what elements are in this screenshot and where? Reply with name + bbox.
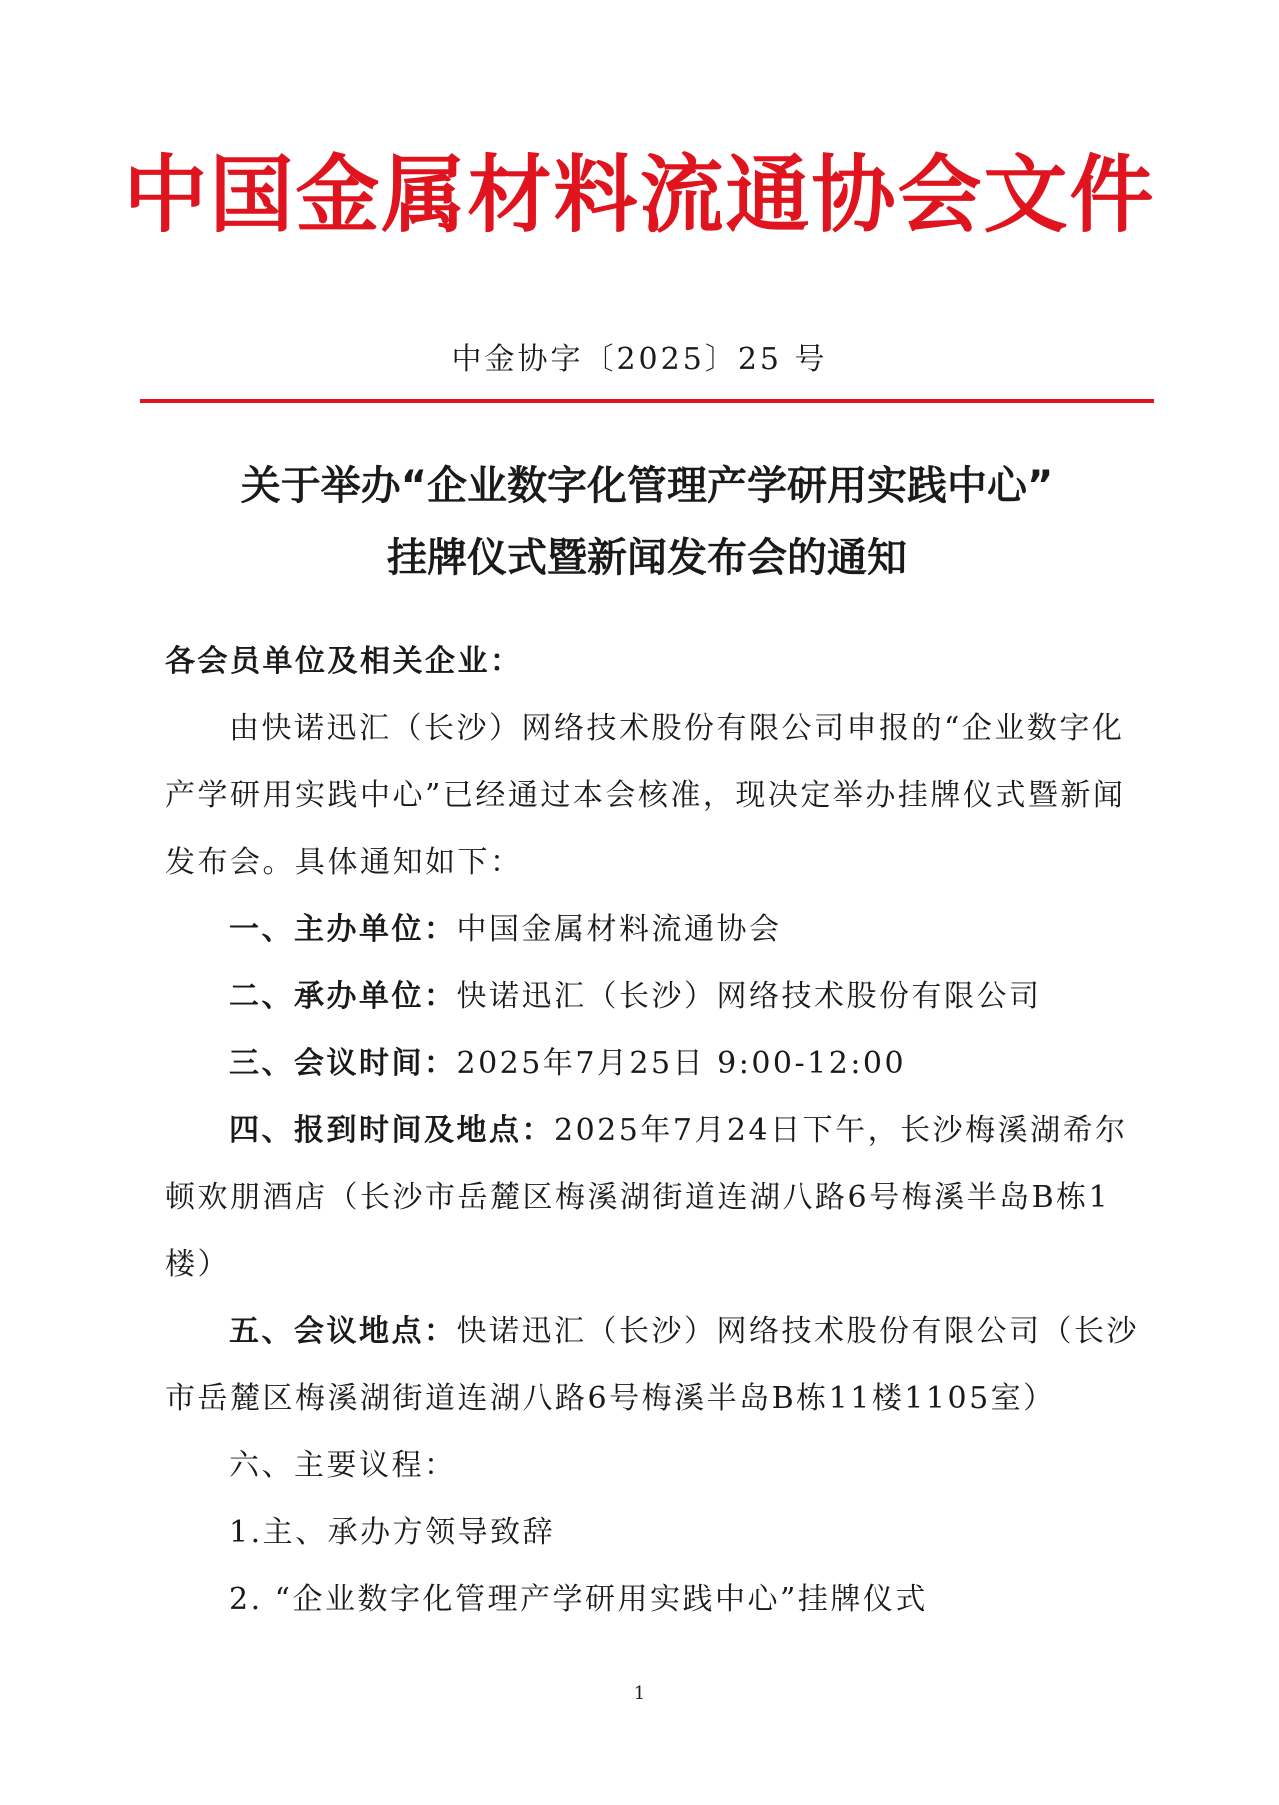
- red-divider: [140, 399, 1154, 403]
- item-label: 四、报到时间及地点：: [229, 1113, 554, 1148]
- agenda-item: 2. “企业数字化管理产学研用实践中心”挂牌仪式: [229, 1582, 928, 1617]
- salutation: 各会员单位及相关企业：: [165, 644, 523, 679]
- item-label: 一、主办单位：: [229, 912, 457, 947]
- masthead-title: 中国金属材料流通协会文件: [123, 146, 1156, 244]
- item-text: 快诺迅汇（长沙）网络技术股份有限公司: [456, 979, 1042, 1014]
- item-text: 2025年7月24日下午，长沙梅溪湖希尔顿欢朋酒店（长沙市岳麓区梅溪湖街道连湖八路6号梅溪半岛B栋1楼）: [165, 1113, 1128, 1282]
- item-label: 五、会议地点：: [229, 1314, 457, 1349]
- agenda-item: 1.主、承办方领导致辞: [229, 1515, 556, 1550]
- notice-title-line-1: 关于举办“企业数字化管理产学研用实践中心”: [240, 463, 1054, 509]
- item-text: 中国金属材料流通协会: [456, 912, 782, 947]
- agenda-heading: 六、主要议程：: [229, 1448, 457, 1483]
- item-label: 三、会议时间：: [229, 1046, 457, 1081]
- document-number: 中金协字〔2025〕25 号: [451, 342, 828, 377]
- item-text: 2025年7月25日 9:00-12:00: [456, 1046, 907, 1081]
- item-organizer: [165, 896, 1155, 963]
- notice-title-line-2: 挂牌仪式暨新闻发布会的通知: [387, 535, 907, 581]
- item-label: 二、承办单位：: [229, 979, 457, 1014]
- item-text: 快诺迅汇（长沙）网络技术股份有限公司（长沙市岳麓区梅溪湖街道连湖八路6号梅溪半岛B栋11楼1105室）: [165, 1314, 1139, 1416]
- item-meeting-time: [165, 1030, 1155, 1097]
- page-number: 1: [633, 1683, 646, 1704]
- item-co-organizer: [165, 963, 1155, 1030]
- notice-body: [165, 628, 1155, 1633]
- item-registration: [165, 1097, 1155, 1298]
- notice-title: [140, 450, 1154, 594]
- intro-paragraph: 由快诺迅汇（长沙）网络技术股份有限公司申报的“企业数字化产学研用实践中心”已经通过本会核准，现决定举办挂牌仪式暨新闻发布会。具体通知如下：: [165, 711, 1126, 880]
- item-meeting-venue: [165, 1298, 1155, 1432]
